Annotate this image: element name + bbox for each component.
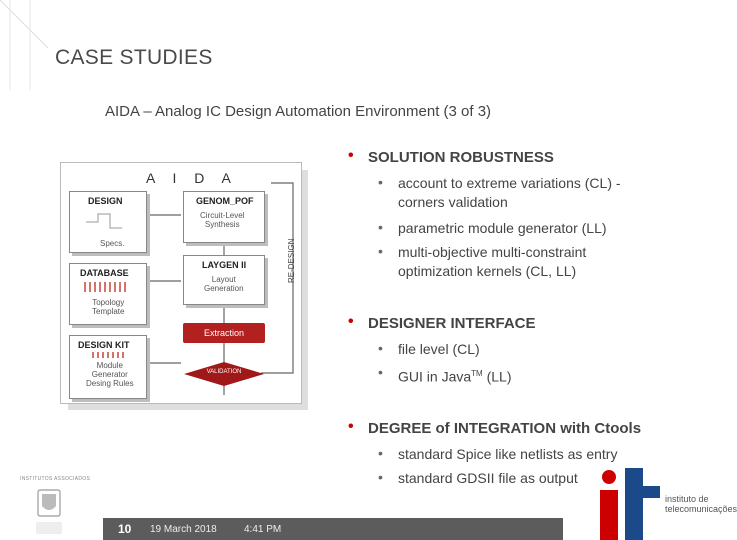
bullet-heading-integration [348,418,642,437]
list-item: • parametric module generator (LL) [378,219,607,236]
bullet-dot-icon: • [348,418,354,435]
bullet-dot-icon: • [378,445,383,461]
slide-title: CASE STUDIES [55,46,213,69]
it-logo-text: instituto de telecomunicações [665,494,737,514]
footer-date: 19 March 2018 [150,524,217,535]
page-number: 10 [118,522,132,536]
kit-graphic [92,352,124,358]
bullet-dot-icon: • [348,147,354,164]
extraction-box [183,323,265,343]
bullet-dot-icon: • [378,174,383,190]
redesign-label: RE-DESIGN [287,238,296,283]
list-item: • standard Spice like netlists as entry [378,445,618,462]
schematic-icon [84,210,124,234]
list-item: • standard GDSII file as output [378,469,578,486]
topology-label: Topology Template [92,298,125,317]
heading-text: DEGREE of INTEGRATION with Ctools [368,420,642,437]
institution-label: INSTITUTOS ASSOCIADOS [20,476,91,482]
bullet-heading-interface [348,313,536,332]
database-label: DATABASE [80,268,129,278]
genom-label: GENOM_POF [196,196,254,206]
bullet-dot-icon: • [378,243,383,259]
bullet-heading-robustness [348,147,554,166]
list-item: • file level (CL) [378,340,480,357]
design-label: DESIGN [88,196,123,206]
module-rules-label: Module Generator Desing Rules [86,361,134,389]
bullet-dot-icon: • [378,364,383,380]
bullet-dot-icon: • [378,340,383,356]
heading-text: SOLUTION ROBUSTNESS [368,149,554,166]
laygen-label: LAYGEN II [202,260,247,270]
bullet-dot-icon: • [348,313,354,330]
specs-label: Specs. [100,239,125,248]
diagram-frame [60,162,302,404]
laygen-box [183,255,265,305]
design-box [69,191,147,253]
slide-subtitle: AIDA – Analog IC Design Automation Environment (3 of 3) [105,103,492,120]
footer-time: 4:41 PM [244,524,282,535]
heading-text: DESIGNER INTERFACE [368,315,536,332]
laygen-sub-label: Layout Generation [204,275,244,294]
bullet-dot-icon: • [378,469,383,485]
list-item: • multi-objective multi-constraint optimization kernels (CL, LL) [378,243,587,279]
bullet-dot-icon: • [378,219,383,235]
design-kit-label: DESIGN KIT [78,340,130,350]
diagram-title: A I D A [146,170,238,186]
extraction-label: Extraction [203,328,245,338]
validation-label: VALIDATION [206,369,242,375]
genom-box [183,191,265,243]
institution-logo-icon [18,472,90,540]
corner-decoration [0,0,48,90]
genom-sub-label: Circuit-Level Synthesis [200,211,245,230]
topology-graphic [84,282,128,292]
list-item: • account to extreme variations (CL) - corners validation [378,174,621,210]
database-box [69,263,147,325]
design-kit-box [69,335,147,399]
list-item: • GUI in Java™ (LL) [378,364,512,385]
aida-diagram [60,162,306,408]
